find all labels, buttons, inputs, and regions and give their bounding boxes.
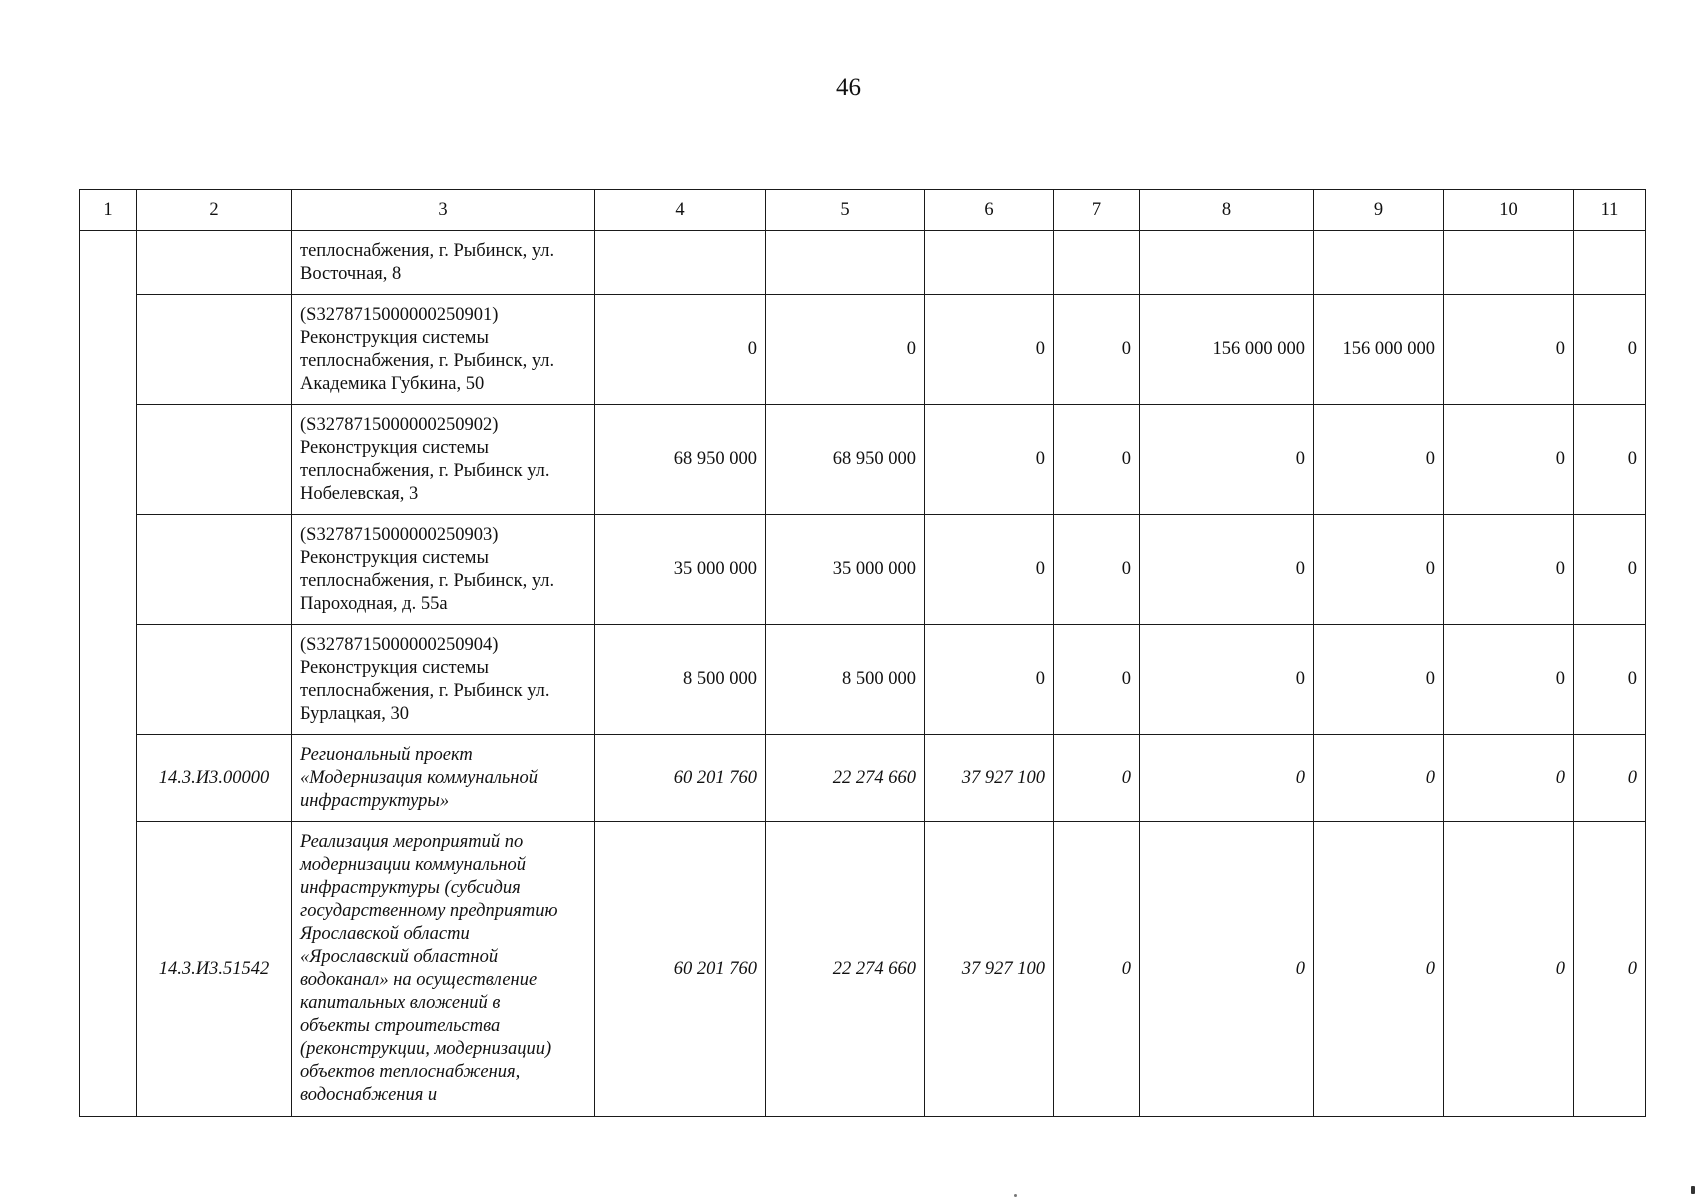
description-line: (S3278715000000250901) <box>300 304 499 325</box>
value-cell: 0 <box>1140 625 1314 735</box>
value-cell: 0 <box>1054 515 1140 625</box>
code-cell <box>137 625 292 735</box>
code-cell: 14.3.И3.51542 <box>137 822 292 1117</box>
value-cell: 35 000 000 <box>595 515 766 625</box>
description-line: водоканал» на осуществление <box>300 970 538 990</box>
value-cell: 0 <box>595 295 766 405</box>
description-line: Реконструкция системы <box>300 657 489 678</box>
code-cell <box>137 295 292 405</box>
value-cell: 0 <box>1574 295 1646 405</box>
description-cell <box>292 295 595 405</box>
value-cell: 8 500 000 <box>595 625 766 735</box>
value-cell: 0 <box>1314 515 1444 625</box>
value-cell: 60 201 760 <box>595 822 766 1117</box>
page-number: 46 <box>836 74 861 101</box>
description-line: теплоснабжения, г. Рыбинск ул. <box>300 680 550 701</box>
value-cell: 0 <box>1444 625 1574 735</box>
value-cell: 22 274 660 <box>766 735 925 822</box>
description-line: Бурлацкая, 30 <box>300 703 409 724</box>
code-cell <box>137 231 292 295</box>
value-cell: 22 274 660 <box>766 822 925 1117</box>
column-header: 6 <box>925 190 1054 231</box>
value-cell: 0 <box>1054 625 1140 735</box>
description-line: государственному предприятию <box>300 901 558 921</box>
description-line: модернизации коммунальной <box>300 855 527 875</box>
table-row <box>80 405 1646 515</box>
description-line: «Модернизация коммунальной <box>300 767 538 788</box>
value-cell <box>766 231 925 295</box>
description-cell <box>292 405 595 515</box>
value-cell: 0 <box>1444 295 1574 405</box>
value-cell: 0 <box>925 515 1054 625</box>
scan-speck <box>1014 1194 1017 1197</box>
table-row <box>80 625 1646 735</box>
value-cell: 156 000 000 <box>1314 295 1444 405</box>
value-cell <box>925 231 1054 295</box>
description-line: водоснабжения и <box>300 1085 438 1105</box>
value-cell: 0 <box>1574 405 1646 515</box>
description-cell <box>292 515 595 625</box>
scan-speck <box>1691 1186 1695 1194</box>
value-cell: 0 <box>1054 822 1140 1117</box>
value-cell: 0 <box>1140 822 1314 1117</box>
value-cell: 0 <box>1140 405 1314 515</box>
description-line: «Ярославский областной <box>300 947 499 967</box>
description-line: объекты строительства <box>300 1016 501 1036</box>
value-cell: 37 927 100 <box>925 822 1054 1117</box>
description-line: Академика Губкина, 50 <box>300 373 485 394</box>
description-line: теплоснабжения, г. Рыбинск, ул. <box>300 570 555 591</box>
value-cell <box>1444 231 1574 295</box>
value-cell: 0 <box>1054 735 1140 822</box>
value-cell: 0 <box>925 625 1054 735</box>
value-cell <box>1314 231 1444 295</box>
description-cell <box>292 231 595 295</box>
description-cell <box>292 822 595 1117</box>
code-cell <box>137 515 292 625</box>
value-cell: 0 <box>1054 295 1140 405</box>
description-line: теплоснабжения, г. Рыбинск ул. <box>300 460 550 481</box>
value-cell: 0 <box>1574 735 1646 822</box>
value-cell: 0 <box>766 295 925 405</box>
value-cell: 60 201 760 <box>595 735 766 822</box>
value-cell: 0 <box>1574 822 1646 1117</box>
description-line: Восточная, 8 <box>300 263 402 284</box>
value-cell: 0 <box>1314 405 1444 515</box>
value-cell: 0 <box>1054 405 1140 515</box>
code-cell: 14.3.И3.00000 <box>137 735 292 822</box>
value-cell: 0 <box>1444 735 1574 822</box>
value-cell: 0 <box>1444 822 1574 1117</box>
column-header: 10 <box>1444 190 1574 231</box>
table-header-row <box>80 190 1646 231</box>
value-cell: 0 <box>1314 625 1444 735</box>
column-header: 11 <box>1574 190 1646 231</box>
description-line: (реконструкции, модернизации) <box>300 1039 552 1059</box>
table-row <box>80 822 1646 1117</box>
column-header: 3 <box>292 190 595 231</box>
description-line: Нобелевская, 3 <box>300 483 419 504</box>
value-cell: 0 <box>1444 515 1574 625</box>
value-cell: 68 950 000 <box>595 405 766 515</box>
description-line: Реализация мероприятий по <box>300 832 524 852</box>
value-cell: 0 <box>925 405 1054 515</box>
description-line: теплоснабжения, г. Рыбинск, ул. <box>300 350 555 371</box>
description-line: Региональный проект <box>300 744 473 765</box>
description-line: Реконструкция системы <box>300 437 489 458</box>
description-line: Пароходная, д. 55а <box>300 593 448 614</box>
value-cell: 0 <box>1314 735 1444 822</box>
value-cell: 0 <box>1314 822 1444 1117</box>
description-line: (S3278715000000250903) <box>300 524 499 545</box>
value-cell: 8 500 000 <box>766 625 925 735</box>
column-header: 2 <box>137 190 292 231</box>
value-cell <box>1140 231 1314 295</box>
value-cell: 0 <box>925 295 1054 405</box>
value-cell: 35 000 000 <box>766 515 925 625</box>
column-header: 4 <box>595 190 766 231</box>
value-cell: 0 <box>1574 515 1646 625</box>
value-cell: 156 000 000 <box>1140 295 1314 405</box>
table-row <box>80 231 1646 295</box>
column-header: 9 <box>1314 190 1444 231</box>
description-line: инфраструктуры» <box>300 790 450 811</box>
value-cell: 0 <box>1140 735 1314 822</box>
description-line: (S3278715000000250904) <box>300 634 499 655</box>
description-line: Реконструкция системы <box>300 327 489 348</box>
description-line: инфраструктуры (субсидия <box>300 878 521 898</box>
value-cell: 0 <box>1574 625 1646 735</box>
table-row <box>80 295 1646 405</box>
column-header: 1 <box>80 190 137 231</box>
table-row <box>80 735 1646 822</box>
budget-table <box>79 189 1646 1117</box>
description-cell <box>292 735 595 822</box>
value-cell: 0 <box>1140 515 1314 625</box>
description-line: капитальных вложений в <box>300 993 501 1013</box>
value-cell: 37 927 100 <box>925 735 1054 822</box>
description-line: объектов теплоснабжения, <box>300 1062 521 1082</box>
description-cell <box>292 625 595 735</box>
value-cell <box>1054 231 1140 295</box>
column-1-cell <box>80 231 137 1117</box>
column-header: 5 <box>766 190 925 231</box>
value-cell <box>1574 231 1646 295</box>
column-header: 7 <box>1054 190 1140 231</box>
value-cell: 0 <box>1444 405 1574 515</box>
description-line: теплоснабжения, г. Рыбинск, ул. <box>300 240 555 261</box>
value-cell: 68 950 000 <box>766 405 925 515</box>
code-cell <box>137 405 292 515</box>
description-line: Ярославской области <box>300 924 470 944</box>
value-cell <box>595 231 766 295</box>
description-line: Реконструкция системы <box>300 547 489 568</box>
description-line: (S3278715000000250902) <box>300 414 499 435</box>
column-header: 8 <box>1140 190 1314 231</box>
table-row <box>80 515 1646 625</box>
